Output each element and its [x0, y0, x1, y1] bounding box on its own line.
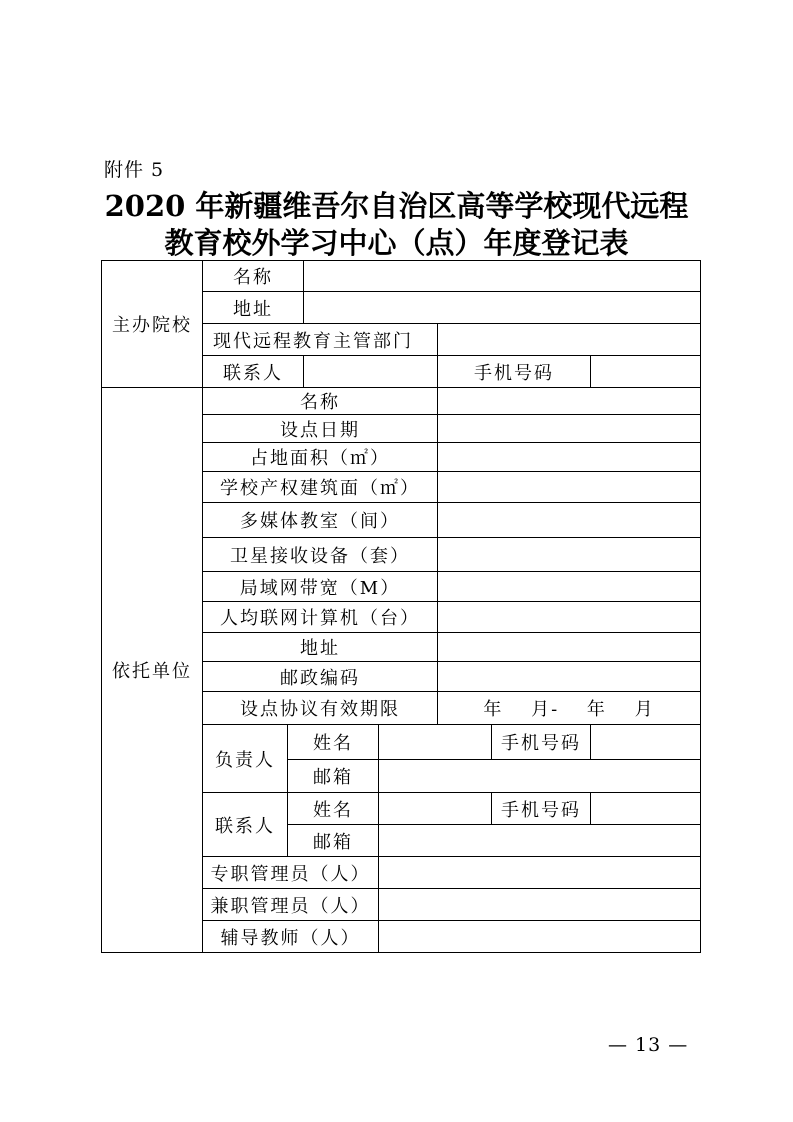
- support-address-field[interactable]: [438, 633, 701, 662]
- tutors-field[interactable]: [379, 921, 701, 953]
- satellite-equipment-label: 卫星接收设备（套）: [203, 538, 438, 572]
- host-address-field[interactable]: [304, 292, 701, 324]
- head-name-field[interactable]: [379, 725, 492, 760]
- title-line-1: 2020 年新疆维吾尔自治区高等学校现代远程: [104, 189, 689, 223]
- computers-per-person-label: 人均联网计算机（台）: [203, 602, 438, 633]
- support-address-label: 地址: [203, 633, 438, 662]
- page-number: — 13 —: [608, 1034, 689, 1056]
- host-phone-label: 手机号码: [438, 356, 591, 388]
- contact-person-label: 联系人: [203, 793, 288, 857]
- host-dept-field[interactable]: [438, 324, 701, 356]
- contact-email-label: 邮箱: [288, 825, 379, 857]
- lan-bandwidth-field[interactable]: [438, 572, 701, 602]
- host-dept-label: 现代远程教育主管部门: [203, 324, 438, 356]
- head-person-label: 负责人: [203, 725, 288, 793]
- fulltime-admin-field[interactable]: [379, 857, 701, 889]
- support-name-field[interactable]: [438, 388, 701, 415]
- computers-per-person-field[interactable]: [438, 602, 701, 633]
- agreement-period-label: 设点协议有效期限: [203, 692, 438, 725]
- building-area-field[interactable]: [438, 472, 701, 503]
- parttime-admin-field[interactable]: [379, 889, 701, 921]
- contact-phone-field[interactable]: [591, 793, 701, 825]
- multimedia-rooms-field[interactable]: [438, 503, 701, 538]
- head-name-label: 姓名: [288, 725, 379, 760]
- contact-email-field[interactable]: [379, 825, 701, 857]
- host-contact-label: 联系人: [203, 356, 304, 388]
- contact-name-field[interactable]: [379, 793, 492, 825]
- postcode-field[interactable]: [438, 662, 701, 692]
- contact-phone-label: 手机号码: [492, 793, 591, 825]
- registration-form-table: [101, 260, 701, 953]
- parttime-admin-label: 兼职管理员（人）: [203, 889, 379, 921]
- head-phone-field[interactable]: [591, 725, 701, 760]
- support-section-label: 依托单位: [102, 388, 203, 953]
- lan-bandwidth-label: 局域网带宽（M）: [203, 572, 438, 602]
- contact-name-label: 姓名: [288, 793, 379, 825]
- support-name-label: 名称: [203, 388, 438, 415]
- host-contact-field[interactable]: [304, 356, 438, 388]
- land-area-field[interactable]: [438, 443, 701, 472]
- agreement-period-field[interactable]: 年 月- 年 月: [438, 692, 701, 725]
- postcode-label: 邮政编码: [203, 662, 438, 692]
- satellite-equipment-field[interactable]: [438, 538, 701, 572]
- host-name-field[interactable]: [304, 261, 701, 292]
- multimedia-rooms-label: 多媒体教室（间）: [203, 503, 438, 538]
- title-line-2: 教育校外学习中心（点）年度登记表: [164, 226, 629, 260]
- land-area-label: 占地面积（㎡）: [203, 443, 438, 472]
- fulltime-admin-label: 专职管理员（人）: [203, 857, 379, 889]
- head-phone-label: 手机号码: [492, 725, 591, 760]
- host-name-label: 名称: [203, 261, 304, 292]
- tutors-label: 辅导教师（人）: [203, 921, 379, 953]
- host-address-label: 地址: [203, 292, 304, 324]
- host-section-label: 主办院校: [102, 261, 203, 388]
- attachment-label: 附件 5: [104, 159, 165, 181]
- head-email-label: 邮箱: [288, 760, 379, 793]
- host-phone-field[interactable]: [591, 356, 701, 388]
- head-email-field[interactable]: [379, 760, 701, 793]
- building-area-label: 学校产权建筑面（㎡）: [203, 472, 438, 503]
- setup-date-field[interactable]: [438, 415, 701, 443]
- setup-date-label: 设点日期: [203, 415, 438, 443]
